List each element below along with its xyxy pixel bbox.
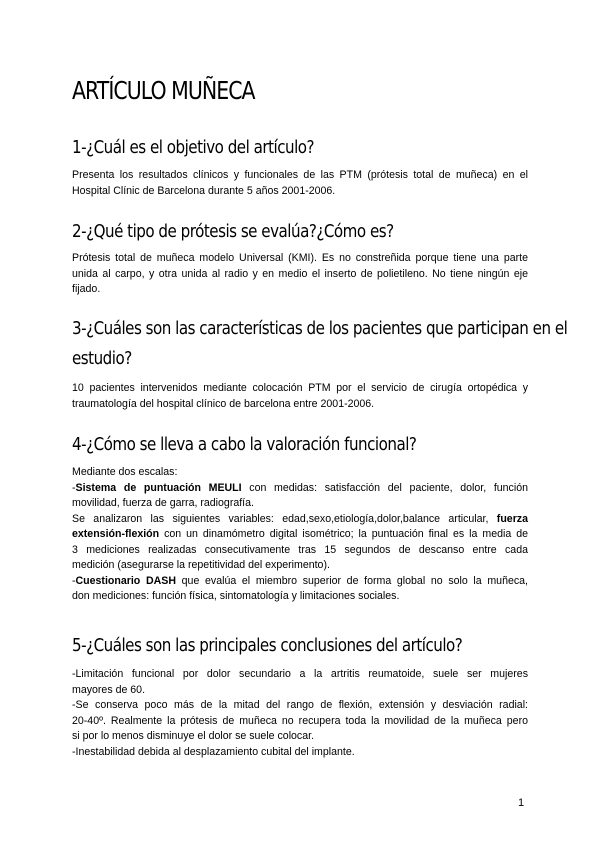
meuli-line-2: movilidad, fuerza de garra, radiografía. xyxy=(72,497,254,509)
section-5-line-1: -Limitación funcional por dolor secundario a la artritis reumatoide, suele ser mujeres xyxy=(72,668,528,680)
dash-rest: que evalúa el miembro superior de forma global no solo la muñeca, xyxy=(175,574,528,587)
section-3-heading-line-2: estudio? xyxy=(72,348,132,369)
section-4-heading: 4-¿Cómo se lleva a cabo la valoración funcional? xyxy=(72,434,417,455)
section-1-heading: 1-¿Cuál es el objetivo del artículo? xyxy=(72,137,315,158)
variables-bold-2: extensión-flexión xyxy=(72,528,160,540)
section-2-body xyxy=(72,251,528,298)
dash-line-1 xyxy=(72,574,528,590)
section-2-heading: 2-¿Qué tipo de prótesis se evalúa?¿Cómo es? xyxy=(72,221,394,242)
meuli-line-1 xyxy=(72,481,528,497)
section-3-line-2: traumatología del hospital clínico de barcelona entre 2001-2006. xyxy=(72,397,375,410)
section-5-line-5: si por lo menos disminuye el dolor se suele colocar. xyxy=(72,730,315,742)
variables-line-1 xyxy=(72,512,528,528)
section-2-line-3: fijado. xyxy=(72,283,101,295)
section-2-line-2: unida al carpo, y otra unida al radio y en medio el inserto de polietileno. No tiene ningún eje xyxy=(72,267,528,280)
section-1-body xyxy=(72,168,528,199)
document-title: ARTÍCULO MUÑECA xyxy=(72,76,255,105)
section-5-heading: 5-¿Cuáles son las principales conclusiones del artículo? xyxy=(72,635,463,656)
section-3-line-1: 10 pacientes intervenidos mediante colocación PTM por el servicio de cirugía ortopédica y xyxy=(72,382,528,394)
variables-text: Se analizaron las siguientes variables: edad,sexo,etiología,dolor,balance articular, xyxy=(72,512,497,525)
page-number: 1 xyxy=(518,797,525,809)
section-4-intro: Mediante dos escalas: xyxy=(72,466,178,478)
section-4-body xyxy=(72,465,528,605)
variables-line-4: medición (asegurarse la repetitividad del experimento). xyxy=(72,559,330,571)
section-1-line-1: Presenta los resultados clínicos y funcionales de las PTM (prótesis total de muñeca) en el xyxy=(72,169,528,181)
section-5-body xyxy=(72,667,528,760)
variables-line-3: 3 mediciones realizadas consecutivamente tras 15 segundos de descanso entre cada xyxy=(72,543,528,556)
dash-dash: - xyxy=(72,574,76,587)
meuli-term: Sistema de puntuación MEULI xyxy=(75,481,242,494)
section-3-heading-line-1: 3-¿Cuáles son las características de los pacientes que participan en el xyxy=(72,318,568,339)
section-5-line-2: mayores de 60. xyxy=(72,683,146,696)
dash-line-2: don mediciones: función física, sintomatología y limitaciones sociales. xyxy=(72,590,400,602)
section-2-line-1: Prótesis total de muñeca modelo Universal (KMI). Es no constreñida porque tiene una parte xyxy=(72,252,528,264)
variables-bold-1: fuerza xyxy=(496,512,528,525)
section-5-line-6: -Inestabilidad debida al desplazamiento cubital del implante. xyxy=(72,745,355,758)
dash-term: Cuestionario DASH xyxy=(75,574,176,587)
section-3-body xyxy=(72,381,528,412)
section-5-line-3: -Se conserva poco más de la mitad del rango de flexión, extensión y desviación radial: xyxy=(72,699,528,711)
section-1-line-2: Hospital Clínic de Barcelona durante 5 años 2001-2006. xyxy=(72,184,336,197)
variables-line-2 xyxy=(72,527,528,543)
meuli-rest: con medidas: satisfacción del paciente, dolor, función xyxy=(241,481,528,494)
meuli-dash: - xyxy=(72,481,76,494)
variables-rest: con un dinamómetro digital isométrico; la puntuación final es la media de xyxy=(159,528,528,540)
section-5-line-4: 20-40º. Realmente la prótesis de muñeca no recupera toda la movilidad de la muñeca pero xyxy=(72,714,528,727)
